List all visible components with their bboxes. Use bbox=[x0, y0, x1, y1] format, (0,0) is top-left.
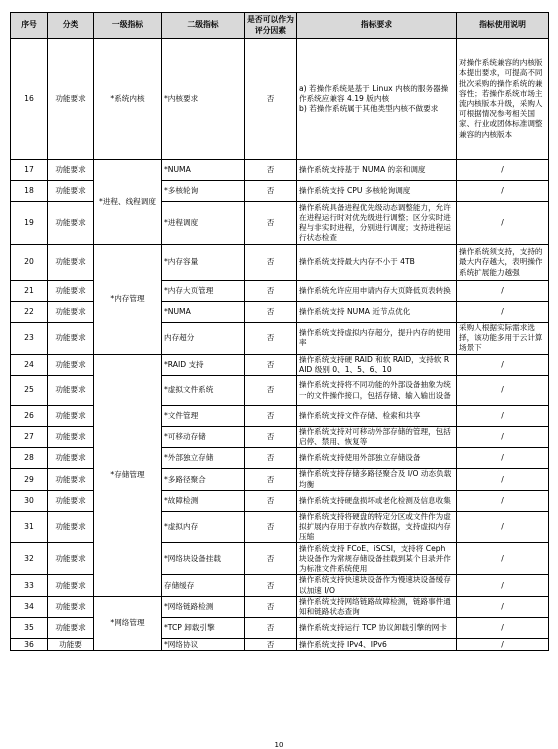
header-level1: 一级指标 bbox=[94, 13, 162, 39]
usage-note: / bbox=[457, 618, 549, 639]
requirement-text: 操作系统支持对可移动外部存储的管理，包括启停、禁用、恢复等 bbox=[297, 427, 457, 448]
page-number: 10 bbox=[274, 741, 284, 749]
category-cell: 功能要求 bbox=[48, 427, 94, 448]
category-cell: 功能要求 bbox=[48, 160, 94, 181]
scoring-flag: 否 bbox=[245, 575, 297, 596]
row-number: 20 bbox=[11, 245, 48, 281]
table-row bbox=[11, 160, 549, 181]
level2-indicator: *故障检测 bbox=[162, 490, 245, 511]
table-header-row bbox=[11, 13, 549, 39]
requirement-text: 操作系统支持虚拟内存超分，提升内存的使用率 bbox=[297, 323, 457, 355]
scoring-flag: 否 bbox=[245, 543, 297, 575]
level2-indicator: *网络块设备挂载 bbox=[162, 543, 245, 575]
row-number: 22 bbox=[11, 302, 48, 323]
scoring-flag: 否 bbox=[245, 160, 297, 181]
table-row bbox=[11, 575, 549, 596]
category-cell: 功能要 bbox=[48, 639, 94, 651]
table-row bbox=[11, 202, 549, 245]
scoring-flag: 否 bbox=[245, 406, 297, 427]
usage-note: 采购人根据实际需求选择，该功能多用于云计算场景下 bbox=[457, 323, 549, 355]
row-number: 27 bbox=[11, 427, 48, 448]
level2-indicator: *NUMA bbox=[162, 160, 245, 181]
usage-note: / bbox=[457, 490, 549, 511]
row-number: 30 bbox=[11, 490, 48, 511]
row-number: 23 bbox=[11, 323, 48, 355]
row-number: 29 bbox=[11, 469, 48, 490]
usage-note: / bbox=[457, 596, 549, 617]
requirement-text: 操作系统支持 CPU 多核轮询调度 bbox=[297, 181, 457, 202]
header-category: 分类 bbox=[48, 13, 94, 39]
category-cell: 功能要求 bbox=[48, 281, 94, 302]
scoring-flag: 否 bbox=[245, 39, 297, 160]
requirement-text: 操作系统支持 NUMA 近节点优化 bbox=[297, 302, 457, 323]
usage-note: / bbox=[457, 302, 549, 323]
category-cell: 功能要求 bbox=[48, 406, 94, 427]
category-cell: 功能要求 bbox=[48, 490, 94, 511]
level1-indicator: *系统内核 bbox=[94, 39, 162, 160]
scoring-flag: 否 bbox=[245, 511, 297, 543]
requirement-text: 操作系统支持 IPv4、IPv6 bbox=[297, 639, 457, 651]
category-cell: 功能要求 bbox=[48, 618, 94, 639]
requirement-text: 操作系统支持 FCoE、iSCSI，支持将 Ceph 块设备作为常规存储设备挂载到某个目录并作为标准文件系统使用 bbox=[297, 543, 457, 575]
row-number: 31 bbox=[11, 511, 48, 543]
table-row bbox=[11, 376, 549, 406]
table-body bbox=[11, 39, 549, 651]
scoring-flag: 否 bbox=[245, 618, 297, 639]
header-level2: 二级指标 bbox=[162, 13, 245, 39]
table-row bbox=[11, 354, 549, 375]
usage-note: / bbox=[457, 575, 549, 596]
level2-indicator: *文件管理 bbox=[162, 406, 245, 427]
level2-indicator: *RAID 支持 bbox=[162, 354, 245, 375]
row-number: 16 bbox=[11, 39, 48, 160]
table-row bbox=[11, 323, 549, 355]
row-number: 24 bbox=[11, 354, 48, 375]
requirement-text: 操作系统支持使用外部独立存储设备 bbox=[297, 448, 457, 469]
category-cell: 功能要求 bbox=[48, 543, 94, 575]
table-row bbox=[11, 302, 549, 323]
usage-note: / bbox=[457, 181, 549, 202]
row-number: 18 bbox=[11, 181, 48, 202]
usage-note: / bbox=[457, 406, 549, 427]
requirement-text: 操作系统支持将硬盘的特定分区或文件作为虚拟扩展内存用于存放内存数据，支持虚拟内存压缩 bbox=[297, 511, 457, 543]
scoring-flag: 否 bbox=[245, 469, 297, 490]
category-cell: 功能要求 bbox=[48, 202, 94, 245]
header-requirement: 指标要求 bbox=[297, 13, 457, 39]
row-number: 34 bbox=[11, 596, 48, 617]
requirement-text: 操作系统支持基于 NUMA 的亲和调度 bbox=[297, 160, 457, 181]
level1-indicator: *存储管理 bbox=[94, 354, 162, 596]
header-no: 序号 bbox=[11, 13, 48, 39]
level2-indicator: *NUMA bbox=[162, 302, 245, 323]
category-cell: 功能要求 bbox=[48, 511, 94, 543]
usage-note: / bbox=[457, 511, 549, 543]
requirement-text: 操作系统支持存储多路径聚合及 I/O 动态负载均衡 bbox=[297, 469, 457, 490]
row-number: 28 bbox=[11, 448, 48, 469]
requirement-text: 操作系统允许应用申请内存大页降低页表转换 bbox=[297, 281, 457, 302]
row-number: 36 bbox=[11, 639, 48, 651]
category-cell: 功能要求 bbox=[48, 596, 94, 617]
category-cell: 功能要求 bbox=[48, 245, 94, 281]
scoring-flag: 否 bbox=[245, 281, 297, 302]
table-row bbox=[11, 511, 549, 543]
row-number: 32 bbox=[11, 543, 48, 575]
usage-note: / bbox=[457, 202, 549, 245]
table-row bbox=[11, 448, 549, 469]
row-number: 17 bbox=[11, 160, 48, 181]
requirement-text: a) 若操作系统是基于 Linux 内核的服务器操作系统应兼容 4.19 版内核 b) 若操作系统属于其他类型内核不做要求 bbox=[297, 39, 457, 160]
row-number: 33 bbox=[11, 575, 48, 596]
level1-indicator: *网络管理 bbox=[94, 596, 162, 650]
category-cell: 功能要求 bbox=[48, 575, 94, 596]
usage-note: / bbox=[457, 160, 549, 181]
row-number: 21 bbox=[11, 281, 48, 302]
level2-indicator: *可移动存储 bbox=[162, 427, 245, 448]
usage-note: / bbox=[457, 543, 549, 575]
scoring-flag: 否 bbox=[245, 323, 297, 355]
spec-table bbox=[10, 12, 549, 651]
table-row bbox=[11, 181, 549, 202]
scoring-flag: 否 bbox=[245, 302, 297, 323]
level2-indicator: *多核轮询 bbox=[162, 181, 245, 202]
table-row bbox=[11, 427, 549, 448]
table-row bbox=[11, 596, 549, 617]
table-row bbox=[11, 406, 549, 427]
usage-note: / bbox=[457, 427, 549, 448]
requirement-text: 操作系统支持文件存储、检索和共享 bbox=[297, 406, 457, 427]
scoring-flag: 否 bbox=[245, 202, 297, 245]
scoring-flag: 否 bbox=[245, 245, 297, 281]
table-row bbox=[11, 543, 549, 575]
level2-indicator: *内核要求 bbox=[162, 39, 245, 160]
table-row bbox=[11, 639, 549, 651]
requirement-text: 操作系统支持最大内存不小于 4TB bbox=[297, 245, 457, 281]
row-number: 25 bbox=[11, 376, 48, 406]
level2-indicator: 存储缓存 bbox=[162, 575, 245, 596]
level2-indicator: *网络链路检测 bbox=[162, 596, 245, 617]
requirement-text: 操作系统支持将不同功能的外部设备抽象为统一的文件操作接口，包括存储、输入输出设备 bbox=[297, 376, 457, 406]
category-cell: 功能要求 bbox=[48, 448, 94, 469]
scoring-flag: 否 bbox=[245, 181, 297, 202]
row-number: 26 bbox=[11, 406, 48, 427]
usage-note: / bbox=[457, 376, 549, 406]
level2-indicator: *进程调度 bbox=[162, 202, 245, 245]
category-cell: 功能要求 bbox=[48, 376, 94, 406]
scoring-flag: 否 bbox=[245, 427, 297, 448]
level2-indicator: *TCP 卸载引擎 bbox=[162, 618, 245, 639]
requirement-text: 操作系统支持网络链路故障检测，链路事件通知和链路状态查询 bbox=[297, 596, 457, 617]
level2-indicator: 内存超分 bbox=[162, 323, 245, 355]
table-row bbox=[11, 281, 549, 302]
category-cell: 功能要求 bbox=[48, 181, 94, 202]
level2-indicator: *虚拟内存 bbox=[162, 511, 245, 543]
requirement-text: 操作系统支持硬盘损坏或老化检测及信息收集 bbox=[297, 490, 457, 511]
usage-note: / bbox=[457, 448, 549, 469]
category-cell: 功能要求 bbox=[48, 469, 94, 490]
requirement-text: 操作系统支持硬 RAID 和软 RAID，支持软 RAID 级别 0、1、5、6、10 bbox=[297, 354, 457, 375]
header-scoring: 是否可以作为评分因素 bbox=[245, 13, 297, 39]
row-number: 35 bbox=[11, 618, 48, 639]
scoring-flag: 否 bbox=[245, 354, 297, 375]
table-row bbox=[11, 469, 549, 490]
level2-indicator: *多路径聚合 bbox=[162, 469, 245, 490]
scoring-flag: 否 bbox=[245, 639, 297, 651]
level1-indicator: *进程、线程调度 bbox=[94, 160, 162, 245]
table-row bbox=[11, 39, 549, 160]
table-row bbox=[11, 618, 549, 639]
scoring-flag: 否 bbox=[245, 448, 297, 469]
level2-indicator: *内存容量 bbox=[162, 245, 245, 281]
table-row bbox=[11, 490, 549, 511]
level2-indicator: *网络协议 bbox=[162, 639, 245, 651]
level2-indicator: *虚拟文件系统 bbox=[162, 376, 245, 406]
row-number: 19 bbox=[11, 202, 48, 245]
usage-note: / bbox=[457, 469, 549, 490]
usage-note: 操作系统须支持，支持的最大内存越大，表明操作系统扩展能力越强 bbox=[457, 245, 549, 281]
usage-note: / bbox=[457, 281, 549, 302]
usage-note: / bbox=[457, 639, 549, 651]
scoring-flag: 否 bbox=[245, 596, 297, 617]
level1-indicator: *内存管理 bbox=[94, 245, 162, 355]
requirement-text: 操作系统支持快速块设备作为慢速块设备缓存以加速 I/O bbox=[297, 575, 457, 596]
level2-indicator: *外部独立存储 bbox=[162, 448, 245, 469]
scoring-flag: 否 bbox=[245, 376, 297, 406]
scoring-flag: 否 bbox=[245, 490, 297, 511]
requirement-text: 操作系统具备进程优先级动态调整能力，允许在进程运行时对优先级进行调整；区分实时进程与非实时进程，分别进行调度；支持进程运行状态检查 bbox=[297, 202, 457, 245]
category-cell: 功能要求 bbox=[48, 323, 94, 355]
header-usage-note: 指标使用说明 bbox=[457, 13, 549, 39]
category-cell: 功能要求 bbox=[48, 302, 94, 323]
usage-note: / bbox=[457, 354, 549, 375]
category-cell: 功能要求 bbox=[48, 39, 94, 160]
level2-indicator: *内存大页管理 bbox=[162, 281, 245, 302]
usage-note: 对操作系统兼容的内核版本提出要求，可提高不同批次采购的操作系统的兼容性；若操作系统市场主流内核版本升级，采购人可根据情况参考相关国家、行业或团体标准调整兼容的内核版本 bbox=[457, 39, 549, 160]
category-cell: 功能要求 bbox=[48, 354, 94, 375]
requirement-text: 操作系统支持运行 TCP 协议卸载引擎的网卡 bbox=[297, 618, 457, 639]
table-row bbox=[11, 245, 549, 281]
